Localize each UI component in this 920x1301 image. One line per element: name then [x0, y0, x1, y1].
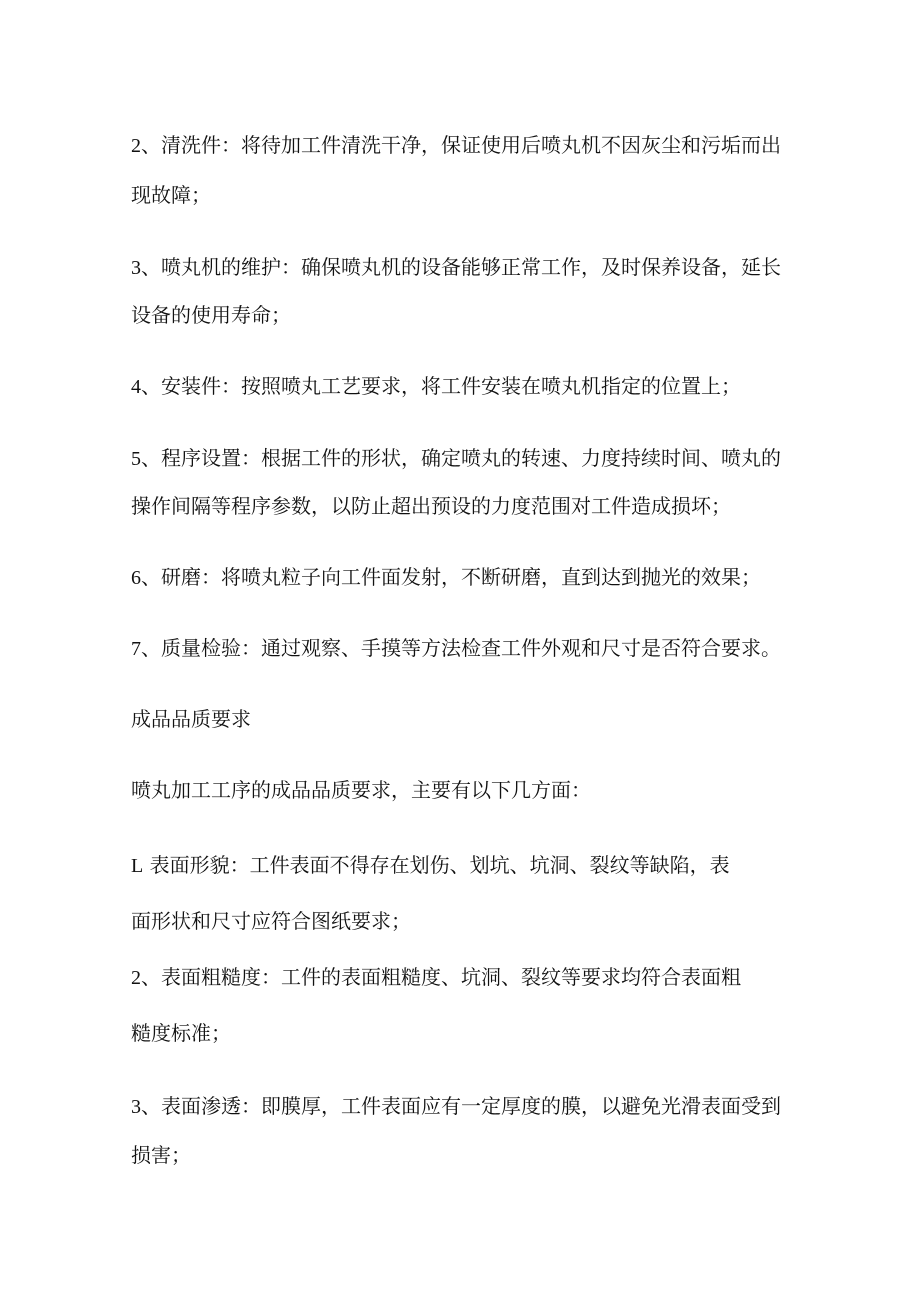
section-heading [131, 707, 251, 731]
step-text: 、清洗件：将待加工件清洗干净，保证使用后喷丸机不因灰尘和污垢而出 [141, 133, 781, 157]
quality-item-3 [131, 1094, 781, 1119]
process-step-6 [131, 565, 761, 590]
intro-text: 喷丸加工工序的成品品质要求，主要有以下几方面： [131, 778, 591, 802]
process-step-3 [131, 255, 781, 280]
item-text: 、表面粗糙度：工件的表面粗糙度、坑洞、裂纹等要求均符合表面粗 [141, 965, 741, 989]
step-text: 、喷丸机的维护：确保喷丸机的设备能够正常工作，及时保养设备，延长 [141, 255, 781, 279]
process-step-3-cont [131, 303, 291, 327]
item-text: 、表面渗透：即膜厚，工件表面应有一定厚度的膜，以避免光滑表面受到 [141, 1094, 781, 1118]
quality-item-2 [131, 965, 741, 990]
quality-item-3-cont [131, 1143, 191, 1167]
step-number: 3 [131, 257, 141, 279]
item-text: 损害； [131, 1143, 191, 1167]
step-text: 现故障； [131, 183, 211, 207]
step-number: 4 [131, 376, 141, 398]
item-text: 面形状和尺寸应符合图纸要求； [131, 909, 411, 933]
process-step-5 [131, 446, 781, 471]
step-number: 6 [131, 567, 141, 589]
item-text: 表面形貌：工件表面不得存在划伤、划坑、坑洞、裂纹等缺陷，表 [143, 853, 730, 877]
process-step-4 [131, 374, 741, 399]
step-number: 5 [131, 448, 141, 470]
quality-item-1 [131, 853, 730, 878]
step-text: 操作间隔等程序参数，以防止超出预设的力度范围对工件造成损坏； [131, 494, 731, 518]
step-number: 7 [131, 638, 141, 660]
quality-item-1-cont [131, 909, 411, 933]
item-text: 糙度标准； [131, 1021, 231, 1045]
step-text: 、质量检验：通过观察、手摸等方法检查工件外观和尺寸是否符合要求。 [141, 636, 781, 660]
heading-text: 成品品质要求 [131, 707, 251, 731]
item-number: 2 [131, 967, 141, 989]
step-text: 、安装件：按照喷丸工艺要求，将工件安装在喷丸机指定的位置上； [141, 374, 741, 398]
process-step-2 [131, 133, 781, 158]
process-step-2-cont [131, 183, 211, 207]
step-number: 2 [131, 135, 141, 157]
process-step-7 [131, 636, 781, 661]
quality-item-2-cont [131, 1021, 231, 1045]
step-text: 、研磨：将喷丸粒子向工件面发射，不断研磨，直到达到抛光的效果； [141, 565, 761, 589]
process-step-5-cont [131, 494, 731, 518]
step-text: 设备的使用寿命； [131, 303, 291, 327]
item-number: L [131, 855, 144, 877]
step-text: 、程序设置：根据工件的形状，确定喷丸的转速、力度持续时间、喷丸的 [141, 446, 781, 470]
section-intro [131, 778, 591, 802]
item-number: 3 [131, 1096, 141, 1118]
